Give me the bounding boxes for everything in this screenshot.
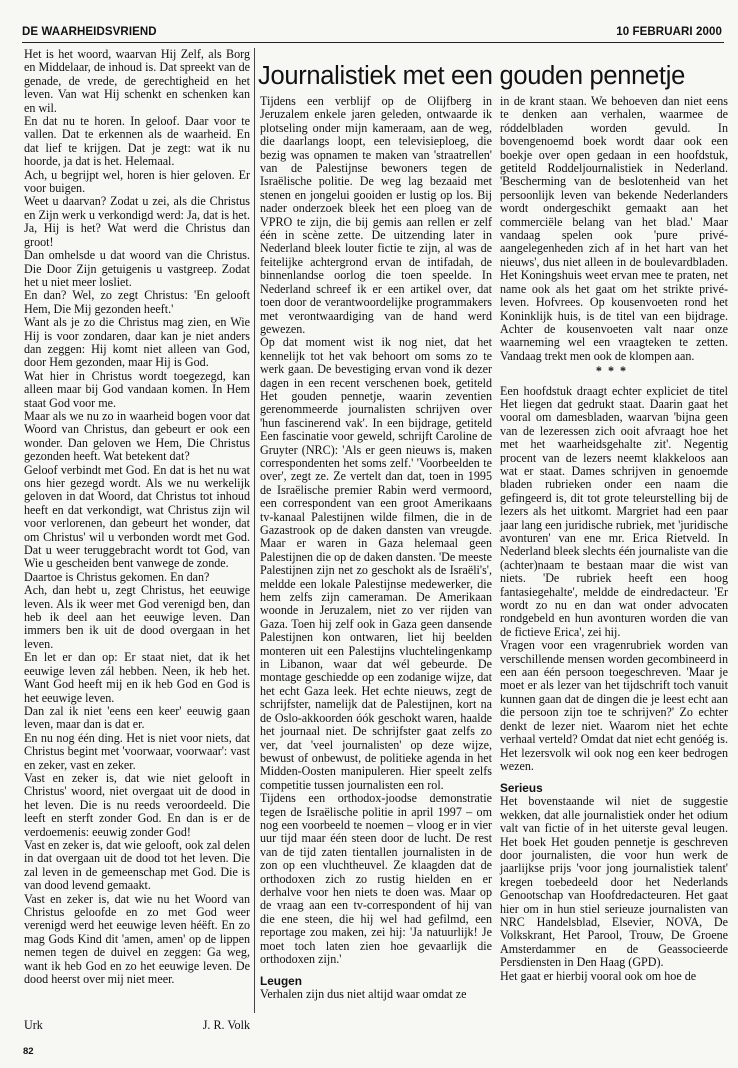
page-header — [22, 24, 724, 43]
article-paragraph: Tijdens een orthodox-joodse demonstratie tegen de Israëlische politie in april 1997 – om nog een voorbeeld te noemen – vloog er in vier uur tijd maar één steen door de lucht. De rest van de tijd zaten tientallen journalisten in de zon op een vluchtheuvel. Ze klaagden dat de orthodoxen zich zo rustig hielden en er derhalve voor hen niets te doen was. Maar op de vraag aan een tv-correspondent of hij van die ene steen, die hij wel had gefilmd, een reportage zou maken, zei hij: 'Ja natuurlijk! Je moet toch laten zien hoe gevaarlijk die orthodoxen zijn.' — [260, 791, 492, 966]
article-paragraph: Het bovenstaande wil niet de suggestie wekken, dat alle journalistiek onder het odium valt van fictie of in het uiterste geval leugen. Het boek Het gouden pennetje is geschreven door journalisten, die voor hun werk de jaarlijkse prijs 'voor jong journalistiek talent' kregen toebedeeld door het Nederlands Genootschap van Hoofdredacteuren. Het gaat hier om in hun stiel serieuze journalisten van NRC Handelsblad, Elsevier, NOVA, De Volkskrant, Het Parool, Trouw, De Groene Amsterdammer en de Geassocieerde Persdiensten in Den Haag (GPD). — [500, 794, 728, 970]
left-paragraph: Vast en zeker is, dat wie nu het Woord van Christus geloofde en zo met God weer verenigd werd het eeuwige leven héëft. En zo mag Gods Kind dit 'amen, amen' op de lippen nemen tegen de duivel en zeggen: Ga weg, want ik heb God en zo het eeuwige leven. De dood heerst over mij niet meer. — [24, 891, 250, 987]
left-paragraph: Vast en zeker is, dat wie niet gelooft in Christus' woord, niet overgaat uit de dood in het leven. Die is nu reeds veroordeeld. Die leeft en sterft zonder God. En dan is er de verdoemenis: eeuwig zonder God! — [24, 770, 250, 839]
article-paragraph: Een hoofdstuk draagt echter expliciet de titel Het liegen dat gedrukt staat. Daarin gaat het vooral om damesbladen, waarvan 'bijna geen van de lezeressen zich ooit afvraagt hoe het met het waarheidsgehalte zit'. Negentig procent van de lezers neemt klakkeloos aan wat er staat. Dames schrijven in genoemde bladen rubrieken onder een naam die gefingeerd is, dit tot grote teleurstelling bij de lezers als het uitkomt. Margriet had een paar jaar lang een juridische rubriek, met 'juridische avonturen' van ene mr. Erica Rietveld. In Nederland bleek slechts één journaliste van die (achter)naam te bestaan maar die wist van niets. 'De rubriek heeft een hoog fantasiegehalte', meldde de eindredacteur. 'Er wordt zo nu en dan wat onder advocaten rondgebeld en hun avonturen worden die van de fictieve Erica', zei hij. — [500, 383, 728, 639]
section-separator: *** — [595, 364, 633, 379]
left-paragraph: Ach, dan hebt u, zegt Christus, het eeuwige leven. Als ik weer met God verenigd ben, dan heb ik deel aan het eeuwige leven. Dan immers ben ik uit de dood overgaan in het leven. — [24, 583, 250, 651]
left-paragraph: En dan? Wel, zo zegt Christus: 'En gelooft Hem, Die Mij gezonden heeft.' — [24, 288, 250, 316]
left-paragraph: Het is het woord, waarvan Hij Zelf, als Borg en Middelaar, de inhoud is. Dat spreekt van de genade, de vrede, de gerechtigheid en het leven. Van wat Hij schenkt en schenken kan en wil. — [24, 47, 250, 115]
left-paragraph: Geloof verbindt met God. En dat is het nu wat ons hier gezegd wordt. Als we nu werkelijk geloven in dat Woord, dat Christus tot inhoud heeft en dat verkondigt, wat Christus zijn wil voor verlorenen, dan gebeurt het wonder, dat om Christus' wil u verbonden wordt met God. Dat u weer teruggebracht wordt tot God, van Wie u gescheiden bent vanwege de zonde. — [24, 462, 250, 571]
article-paragraph: Het gaat er hierbij vooral ook om hoe de — [500, 968, 697, 983]
article-paragraph: in de krant staan. We behoeven dan niet eens te denken aan verhalen, waarmee de róddelbladen worden gevuld. In bovengenoemd boek wordt daar ook een boekje over open gedaan in een hoofdstuk, getiteld Roddeljournalistiek in Nederland. 'Bescherming van de beslotenheid van het persoonlijk leven van bekende Nederlanders wordt ondergeschikt gemaakt aan het commerciële belang van het blad.' Maar vandaag spelen ook 'pure privé-aangelegenheden zich af in het hart van het nieuws', dus niet alleen in de boulevardbladen. Het Koningshuis weet ervan mee te praten, net name ook als het gaat om het strikte privé-leven. Hofvrees. Op kousenvoeten rond het Koninklijk huis, is de titel van een bijdrage. Achter de kousenvoeten valt naar onze waarneming wel een vraagteken te zetten. Vandaag trekt men ook de klompen aan. — [500, 94, 728, 363]
left-paragraph: En dat nu te horen. In geloof. Daar voor te vallen. Dat te erkennen als de waarheid. En dat lief te krijgen. Dat je zegt: wat ik nu hoorde, ja dat is het. Helemaal. — [24, 114, 250, 169]
signature-author: J. R. Volk — [202, 1018, 250, 1032]
article-paragraph: Op dat moment wist ik nog niet, dat het kennelijk tot het vak behoort om soms zo te werk gaan. De bevestiging ervan vond ik dezer dagen in een recent verschenen boek, getiteld Het gouden pennetje, waarin zeventien gerenommeerde journalisten schrijven over 'hun fascinerend vak'. In een bijdrage, getiteld Een fascinatie voor geweld, schrijft Caroline de Gruyter (NRC): 'Als er geen nieuws is, maken correspondenten het soms zelf.' 'Voorbeelden te over', zegt ze. Ze vertelt dan dat, toen in 1995 de Israëlische premier Rabin werd vermoord, een correspondent van een groot Amerikaans tv-kanaal Palestijnen wilde filmen, die in de Gazastrook op de daken dansten van vreugde. Maar er waren in Gaza helemaal geen Palestijnen die op de daken dansten. 'De meeste Palestijnen zijn net zo geschokt als de Israëli's', meldde een lokale Palestijnse medewerker, die hem zelfs zijn cameraman. De Amerikaan woonde in Jeruzalem, niet zo ver rijden van Gaza. Toen hij zelf ook in Gaza geen dansende Palestijnen kon ontwaren, liet hij beelden monteren uit een Palestijns vluchtelingenkamp in Libanon, waar dat wél gebeurde. De montage geschiedde op een zodanige wijze, dat het echt Gaza leek. Het echte nieuws, zegt de schrijfster, namelijk dat de Palestijnen, kort na de Oslo-akkoorden óók geschokt waren, haalde het journaal niet. De schrijfster gaat zelfs zo ver, dat 'veel journalisten' op deze wijze, bewust of onbewust, de politieke agenda in het Midden-Oosten manipuleren. Hier speelt zelfs competitie tussen journalisten een rol. — [260, 335, 492, 792]
left-paragraph: En let er dan op: Er staat niet, dat ik het eeuwige leven zál hebben. Neen, ik heb het. Want God heeft mij en ik heb God en God is het eeuwige leven. — [24, 650, 250, 705]
page-number: 82 — [23, 1046, 34, 1057]
article-paragraph: Tijdens een verblijf op de Olijfberg in Jeruzalem enkele jaren geleden, ontwaarde ik plotseling onder mijn kameraam, aan de weg, die daarlangs loopt, een televisieploeg, die bezig was opnamen te maken van 'straatrellen' van de Palestijnse bewoners tegen de Israëlische politie. De weg lag bezaaid met stenen en jongelui gooiden er lustig op los. Bij nader onderzoek bleek het een ploeg van de VPRO te zijn, die bij gemis aan rellen er zelf één in scène zette. De uitzending later in Nederland bleek louter fictie te zijn, al was de feitelijke achtergrond ervan de intifadah, de binnenlandse oorlog die toen speelde. In Nederland schreef ik er een artikel over, dat toen door de verantwoordelijke programmakers met verontwaardiging van de hand werd gewezen. — [260, 94, 492, 336]
left-paragraph: Daartoe is Christus gekomen. En dan? — [24, 569, 210, 584]
left-paragraph: Maar als we nu zo in waarheid bogen voor dat Woord van Christus, dan gebeurt er ook een wonder. Dan geloven we Hem, Die Christus gezonden heeft. Wat betekent dat? — [24, 408, 250, 464]
left-paragraph: Ach, u begrijpt wel, horen is hier geloven. Er voor buigen. — [24, 167, 250, 196]
subheading-serieus: Serieus — [500, 781, 543, 796]
issue-date: 10 FEBRUARI 2000 — [616, 26, 722, 38]
left-paragraph: Want als je zo die Christus mag zien, en Wie Hij is voor zondaren, daar kan je niet anders dan zeggen: Hij komt niet alleen van God, door Hem gezonden, maar Hij is God. — [24, 315, 250, 370]
left-paragraph: Dan zal ik niet 'eens een keer' eeuwig gaan leven, maar dan is dat er. — [24, 703, 250, 732]
left-paragraph: Wat hier in Christus wordt toegezegd, kan alleen maar bij God vandaan komen. In Hem staat God voor me. — [24, 368, 250, 410]
publication-name: DE WAARHEIDSVRIEND — [22, 26, 157, 38]
column-divider — [254, 48, 255, 1013]
main-article-column-1 — [260, 95, 492, 1002]
article-title: Journalistiek met een gouden pennetje — [258, 62, 685, 90]
article-paragraph: Vragen voor een vragenrubriek worden van verschillende mensen worden gecombineerd in een aan één persoon toegeschreven. 'Maar je moet er als lezer van het tijdschrift toch vanuit kunnen gaan dat de dingen die je leest echt aan die persoon zijn toe te schrijven?' Zo echter denkt de lezer niet. Waarom niet het echte verhaal verteld? Omdat dat niet echt genóég is. Het lezersvolk wil ook nog een keer bedrogen wezen. — [500, 638, 728, 773]
left-paragraph: Weet u daarvan? Zodat u zei, als die Christus en Zijn werk u verkondigd werd: Ja, dat is het. Ja, Hij is het? Wat werd die Christus dan groot! — [24, 194, 250, 249]
left-paragraph: Dan omhelsde u dat woord van die Christus. Die Door Zijn getuigenis u vastgreep. Zodat het u niet meer losliet. — [24, 248, 250, 289]
article-paragraph: Verhalen zijn dus niet altijd waar omdat ze — [260, 987, 467, 1002]
main-article-column-2 — [500, 95, 728, 983]
left-paragraph: En nu nog één ding. Het is niet voor niets, dat Christus begint met 'voorwaar, voorwaar': vast en zeker, vast en zeker. — [24, 730, 250, 772]
signature-place: Urk — [24, 1018, 43, 1032]
left-paragraph: Vast en zeker is, dat wie gelooft, ook zal delen in dat overgaan uit de dood tot het leven. Die zal leven in de gemeenschap met God. Die is van dood levend gemaakt. — [24, 837, 250, 893]
left-article — [24, 48, 250, 986]
subheading-leugen: Leugen — [260, 974, 302, 989]
